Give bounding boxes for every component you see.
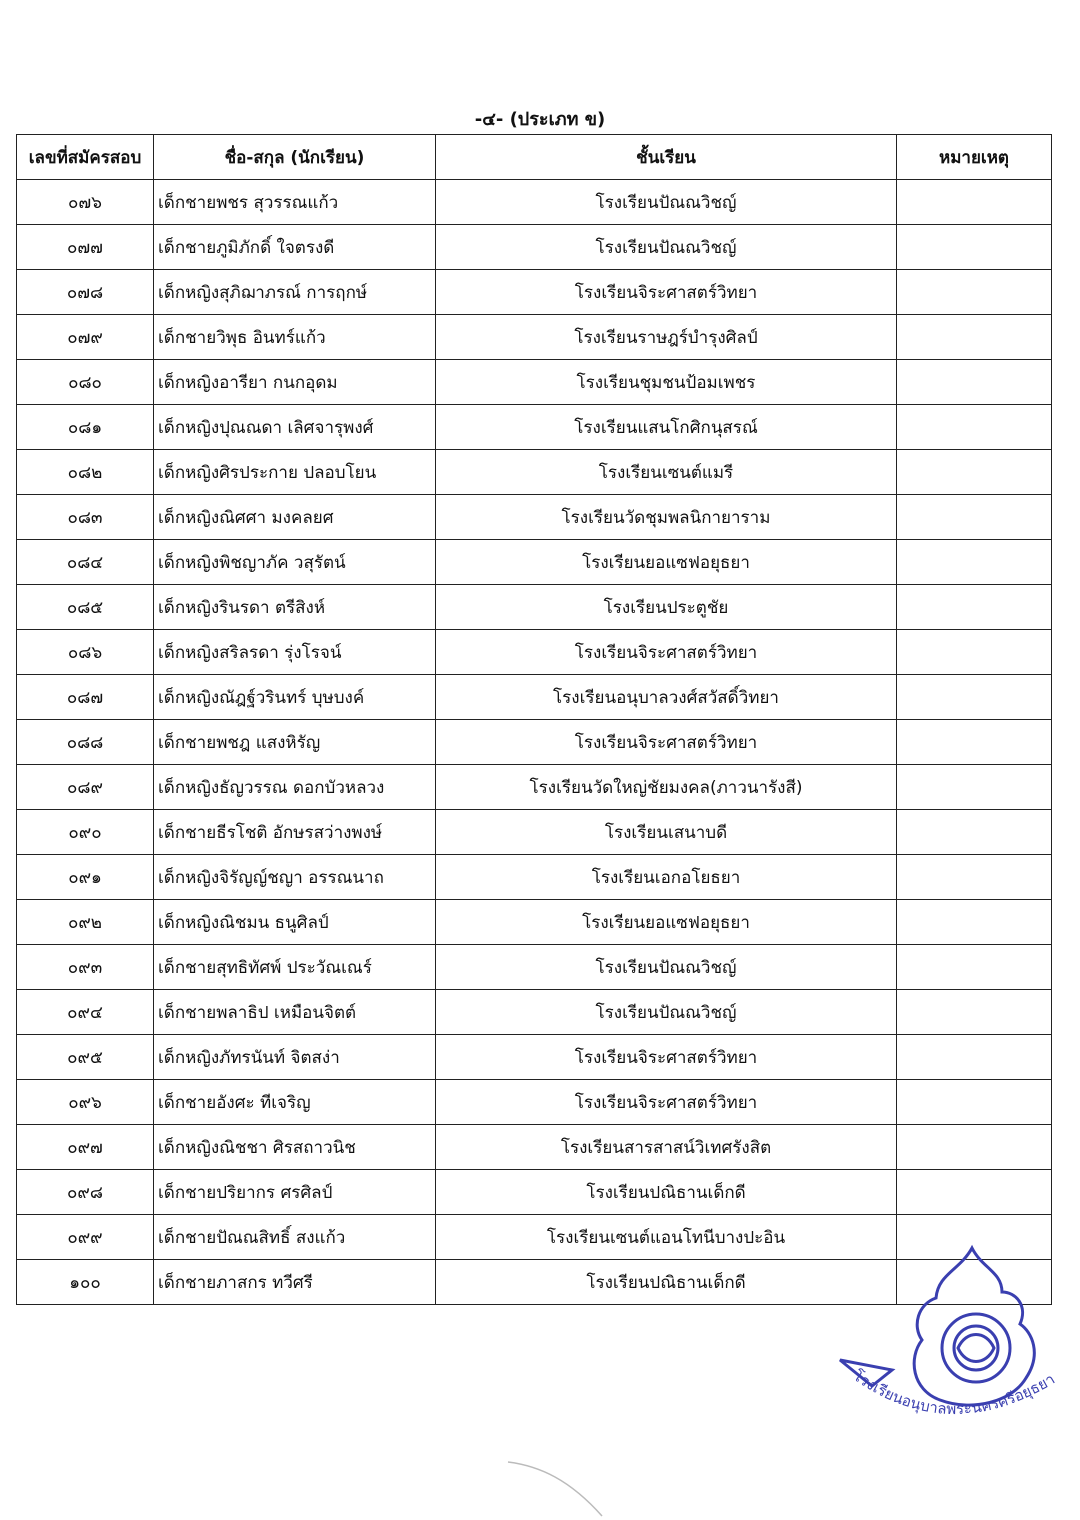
school-cell: โรงเรียนอนุบาลวงศ์สวัสดิ์วิทยา [436,675,897,720]
school-cell: โรงเรียนปัณณวิชญ์ [436,945,897,990]
student-name-cell: เด็กชายวิพุธ อินทร์แก้ว [154,315,436,360]
school-cell: โรงเรียนเซนต์แมรี [436,450,897,495]
remarks-cell [897,585,1052,630]
school-cell: โรงเรียนเสนาบดี [436,810,897,855]
remarks-cell [897,945,1052,990]
applicant-number-cell: ๐๙๗ [17,1125,154,1170]
school-cell: โรงเรียนวัดชุมพลนิกายาราม [436,495,897,540]
school-cell: โรงเรียนแสนโกศิกนุสรณ์ [436,405,897,450]
remarks-cell [897,1170,1052,1215]
school-cell: โรงเรียนจิระศาสตร์วิทยา [436,630,897,675]
student-name-cell: เด็กชายปริยากร ศรศิลป์ [154,1170,436,1215]
remarks-cell [897,630,1052,675]
student-name-cell: เด็กหญิงณิศศา มงคลยศ [154,495,436,540]
remarks-cell [897,1080,1052,1125]
seal-text: โรงเรียนอนุบาลพระนครศรีอยุธยา [849,1366,1059,1419]
applicant-number-cell: ๐๘๑ [17,405,154,450]
applicant-number-cell: ๐๙๔ [17,990,154,1035]
student-name-cell: เด็กหญิงพิชญาภัค วสุรัตน์ [154,540,436,585]
school-cell: โรงเรียนเซนต์แอนโทนีบางปะอิน [436,1215,897,1260]
applicant-number-cell: ๐๙๑ [17,855,154,900]
applicant-number-cell: ๐๗๙ [17,315,154,360]
applicant-number-cell: ๐๘๓ [17,495,154,540]
table-row [17,1080,1052,1125]
applicant-number-cell: ๐๗๗ [17,225,154,270]
student-name-cell: เด็กชายพชฎ แสงหิรัญ [154,720,436,765]
school-cell: โรงเรียนปัณณวิชญ์ [436,180,897,225]
applicant-number-cell: ๐๙๐ [17,810,154,855]
remarks-cell [897,765,1052,810]
table-row [17,540,1052,585]
school-cell: โรงเรียนจิระศาสตร์วิทยา [436,1035,897,1080]
remarks-cell [897,720,1052,765]
table-row [17,765,1052,810]
school-cell: โรงเรียนสารสาสน์วิเทศรังสิต [436,1125,897,1170]
remarks-cell [897,900,1052,945]
page-title: -๔- (ประเภท ข) [474,109,606,130]
school-cell: โรงเรียนยอแซฟอยุธยา [436,540,897,585]
applicant-number-cell: ๐๘๙ [17,765,154,810]
school-cell: โรงเรียนปณิธานเด็กดี [436,1260,897,1305]
student-name-cell: เด็กหญิงปุณณดา เลิศจารุพงศ์ [154,405,436,450]
remarks-cell [897,180,1052,225]
remarks-cell [897,540,1052,585]
remarks-cell [897,1125,1052,1170]
student-name-cell: เด็กชายภาสกร ทวีศรี [154,1260,436,1305]
student-name-cell: เด็กหญิงจิรัญญ์ชญา อรรณนาถ [154,855,436,900]
table-row [17,315,1052,360]
applicant-number-cell: ๐๙๒ [17,900,154,945]
remarks-cell [897,675,1052,720]
table-row [17,180,1052,225]
column-header-applicant-number: เลขที่สมัครสอบ [17,135,154,180]
student-name-cell: เด็กชายพชร สุวรรณแก้ว [154,180,436,225]
table-row [17,450,1052,495]
school-cell: โรงเรียนยอแซฟอยุธยา [436,900,897,945]
applicant-number-cell: ๐๙๓ [17,945,154,990]
school-cell: โรงเรียนปณิธานเด็กดี [436,1170,897,1215]
table-row [17,495,1052,540]
student-name-cell: เด็กชายพลาธิป เหมือนจิตต์ [154,990,436,1035]
column-header-school: ชั้นเรียน [436,135,897,180]
table-row [17,630,1052,675]
applicant-number-cell: ๐๙๕ [17,1035,154,1080]
student-name-cell: เด็กหญิงสุภิฌาภรณ์ การฤกษ์ [154,270,436,315]
student-name-cell: เด็กชายอังศะ ทีเจริญ [154,1080,436,1125]
table-row [17,585,1052,630]
student-name-cell: เด็กหญิงณัฎฐ์วรินทร์ บุษบงค์ [154,675,436,720]
applicant-number-cell: ๐๘๕ [17,585,154,630]
table-row [17,675,1052,720]
remarks-cell [897,270,1052,315]
remarks-cell [897,225,1052,270]
applicant-number-cell: ๐๙๖ [17,1080,154,1125]
remarks-cell [897,315,1052,360]
applicant-number-cell: ๐๘๖ [17,630,154,675]
applicant-number-cell: ๐๘๒ [17,450,154,495]
column-header-student-name: ชื่อ-สกุล (นักเรียน) [154,135,436,180]
student-name-cell: เด็กหญิงศิรประกาย ปลอบโยน [154,450,436,495]
table-row [17,1035,1052,1080]
applicant-number-cell: ๐๘๘ [17,720,154,765]
remarks-cell [897,495,1052,540]
school-cell: โรงเรียนจิระศาสตร์วิทยา [436,720,897,765]
remarks-cell [897,360,1052,405]
table-row [17,720,1052,765]
school-cell: โรงเรียนปัณณวิชญ์ [436,990,897,1035]
student-name-cell: เด็กชายสุทธิทัศพ์ ประวัณเณร์ [154,945,436,990]
school-cell: โรงเรียนประตูชัย [436,585,897,630]
student-name-cell: เด็กหญิงณิชมน ธนูศิลป์ [154,900,436,945]
applicant-number-cell: ๐๙๘ [17,1170,154,1215]
school-cell: โรงเรียนราษฎร์บำรุงศิลป์ [436,315,897,360]
table-row [17,225,1052,270]
table-row [17,810,1052,855]
student-name-cell: เด็กหญิงสริลรดา รุ่งโรจน์ [154,630,436,675]
school-cell: โรงเรียนจิระศาสตร์วิทยา [436,270,897,315]
table-row [17,1125,1052,1170]
table-row [17,990,1052,1035]
remarks-cell [897,990,1052,1035]
column-header-remarks: หมายเหตุ [897,135,1052,180]
student-name-cell: เด็กหญิงณิชชา ศิรสถาวนิช [154,1125,436,1170]
school-cell: โรงเรียนเอกอโยธยา [436,855,897,900]
student-name-cell: เด็กหญิงภัทรนันท์ จิตสง่า [154,1035,436,1080]
school-cell: โรงเรียนวัดใหญ่ชัยมงคล(ภาวนารังสี) [436,765,897,810]
applicant-number-cell: ๐๘๐ [17,360,154,405]
school-cell: โรงเรียนปัณณวิชญ์ [436,225,897,270]
student-name-cell: เด็กชายปัณณสิทธิ์ สงแก้ว [154,1215,436,1260]
remarks-cell [897,1035,1052,1080]
applicant-number-cell: ๐๙๙ [17,1215,154,1260]
table-header-row [17,135,1052,180]
student-name-cell: เด็กหญิงรินรดา ตรีสิงห์ [154,585,436,630]
table-row [17,945,1052,990]
school-seal-stamp [832,1240,1072,1440]
table-row [17,360,1052,405]
table-row [17,1170,1052,1215]
applicant-number-cell: ๐๗๘ [17,270,154,315]
student-name-cell: เด็กชายธีรโชติ อักษรสว่างพงษ์ [154,810,436,855]
table-row [17,900,1052,945]
school-cell: โรงเรียนจิระศาสตร์วิทยา [436,1080,897,1125]
remarks-cell [897,810,1052,855]
student-name-cell: เด็กชายภูมิภักดิ์ ใจตรงดี [154,225,436,270]
applicant-number-cell: ๐๘๗ [17,675,154,720]
remarks-cell [897,855,1052,900]
table-row [17,270,1052,315]
school-cell: โรงเรียนชุมชนป้อมเพชร [436,360,897,405]
applicant-number-cell: ๐๘๔ [17,540,154,585]
table-row [17,405,1052,450]
remarks-cell [897,450,1052,495]
table-row [17,855,1052,900]
student-name-cell: เด็กหญิงอารียา กนกอุดม [154,360,436,405]
pen-stroke-mark [500,1440,620,1520]
applicant-table [16,134,1052,1305]
remarks-cell [897,405,1052,450]
applicant-number-cell: ๐๗๖ [17,180,154,225]
applicant-number-cell: ๑๐๐ [17,1260,154,1305]
student-name-cell: เด็กหญิงธัญวรรณ ดอกบัวหลวง [154,765,436,810]
